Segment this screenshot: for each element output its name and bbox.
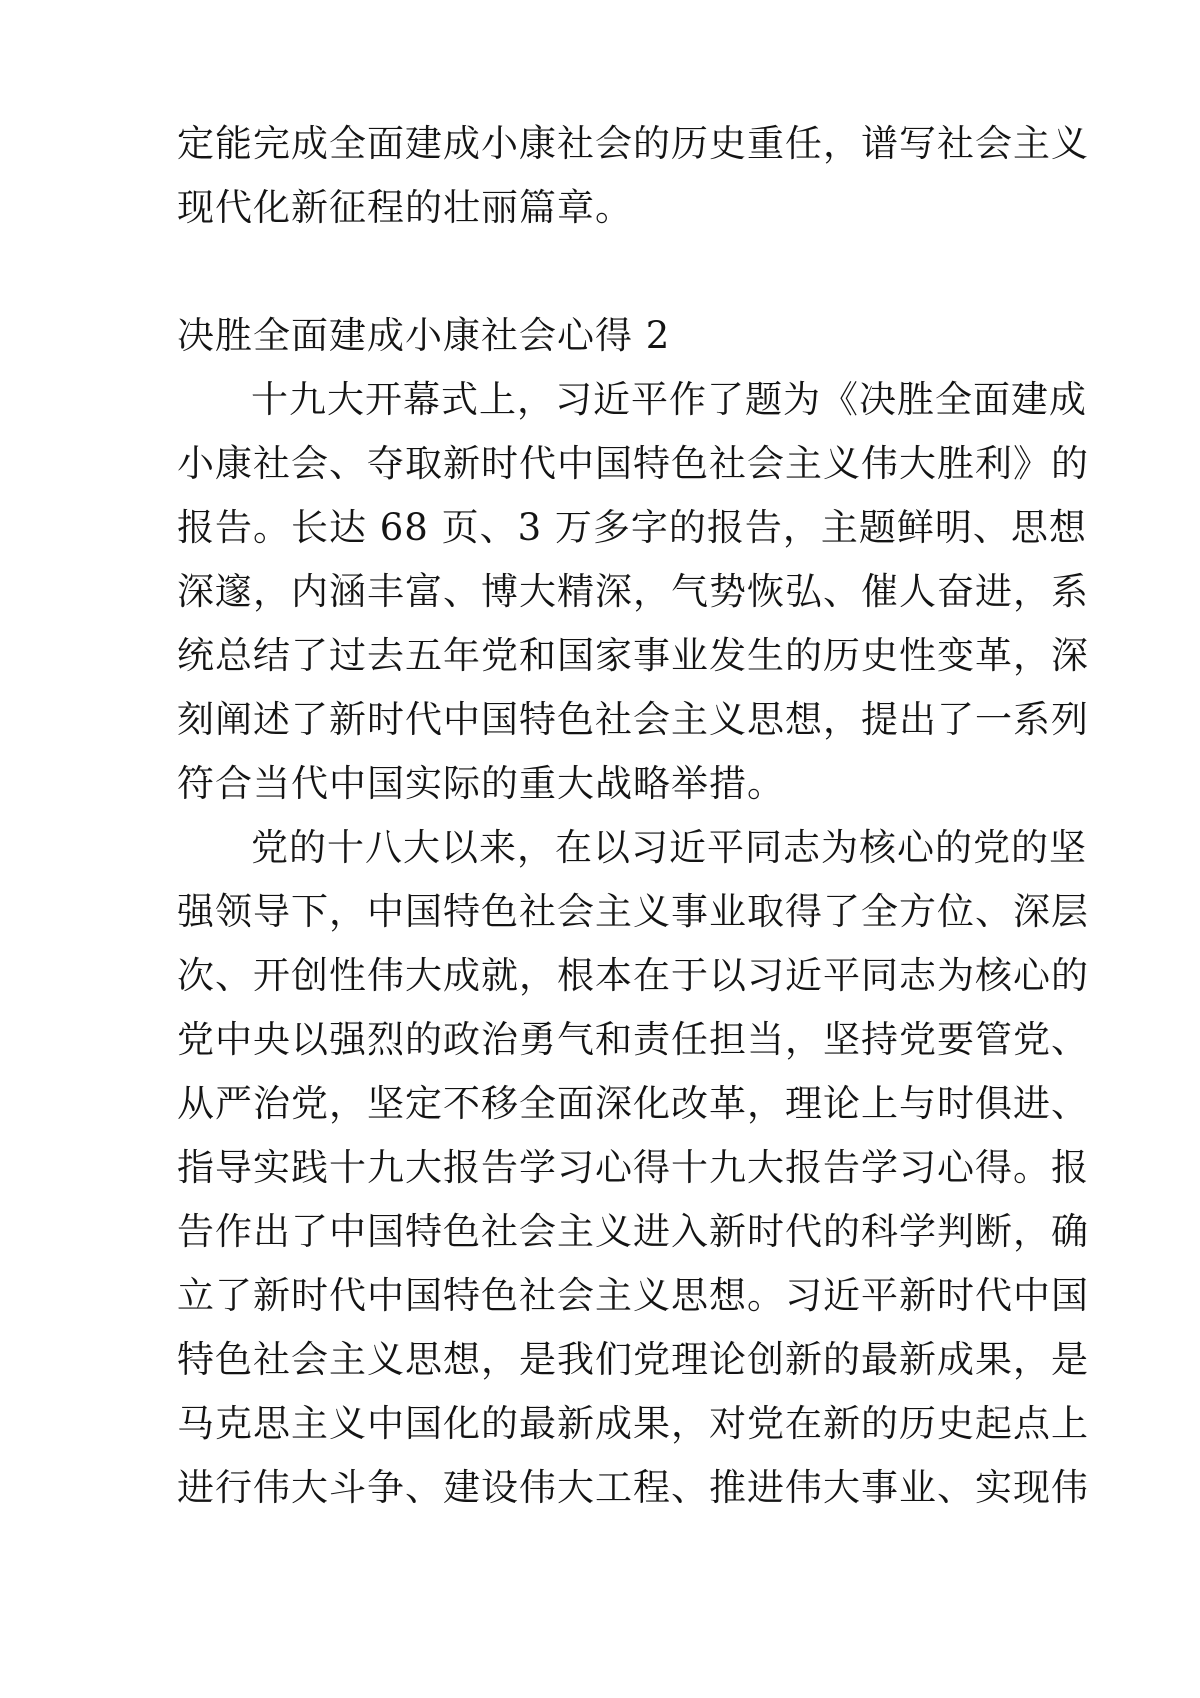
document-body [177,112,1089,1520]
text-line: 统总结了过去五年党和国家事业发生的历史性变革，深 [177,634,1089,677]
paragraph-1 [177,368,1089,816]
text-line: 告作出了中国特色社会主义进入新时代的科学判断，确 [177,1210,1089,1253]
text-line: 特色社会主义思想，是我们党理论创新的最新成果，是 [177,1338,1089,1381]
section-title: 决胜全面建成小康社会心得 2 [177,314,671,357]
text-line: 现代化新征程的壮丽篇章。 [177,186,633,229]
text-line: 进行伟大斗争、建设伟大工程、推进伟大事业、实现伟 [177,1466,1089,1509]
text-line: 马克思主义中国化的最新成果，对党在新的历史起点上 [177,1402,1089,1445]
text-line: 刻阐述了新时代中国特色社会主义思想，提出了一系列 [177,698,1089,741]
text-line: 党中央以强烈的政治勇气和责任担当，坚持党要管党、 [177,1018,1089,1061]
text-line: 小康社会、夺取新时代中国特色社会主义伟大胜利》的 [177,442,1089,485]
paragraph-2 [177,816,1089,1520]
text-line: 指导实践十九大报告学习心得十九大报告学习心得。报 [177,1146,1089,1189]
text-line: 立了新时代中国特色社会主义思想。习近平新时代中国 [177,1274,1089,1317]
text-line: 从严治党，坚定不移全面深化改革，理论上与时俱进、 [177,1082,1089,1125]
text-line: 次、开创性伟大成就，根本在于以习近平同志为核心的 [177,954,1089,997]
intro-paragraph [177,112,1089,240]
text-line: 强领导下，中国特色社会主义事业取得了全方位、深层 [177,890,1089,933]
text-line: 定能完成全面建成小康社会的历史重任，谱写社会主义 [177,122,1089,165]
text-line: 党的十八大以来，在以习近平同志为核心的党的坚 [251,826,1087,869]
paragraph-gap [177,240,1032,304]
text-line: 十九大开幕式上，习近平作了题为《决胜全面建成 [251,378,1087,421]
text-line: 符合当代中国实际的重大战略举措。 [177,762,785,805]
text-line: 报告。长达 68 页、3 万多字的报告，主题鲜明、思想 [177,506,1087,549]
text-line: 深邃，内涵丰富、博大精深，气势恢弘、催人奋进，系 [177,570,1089,613]
